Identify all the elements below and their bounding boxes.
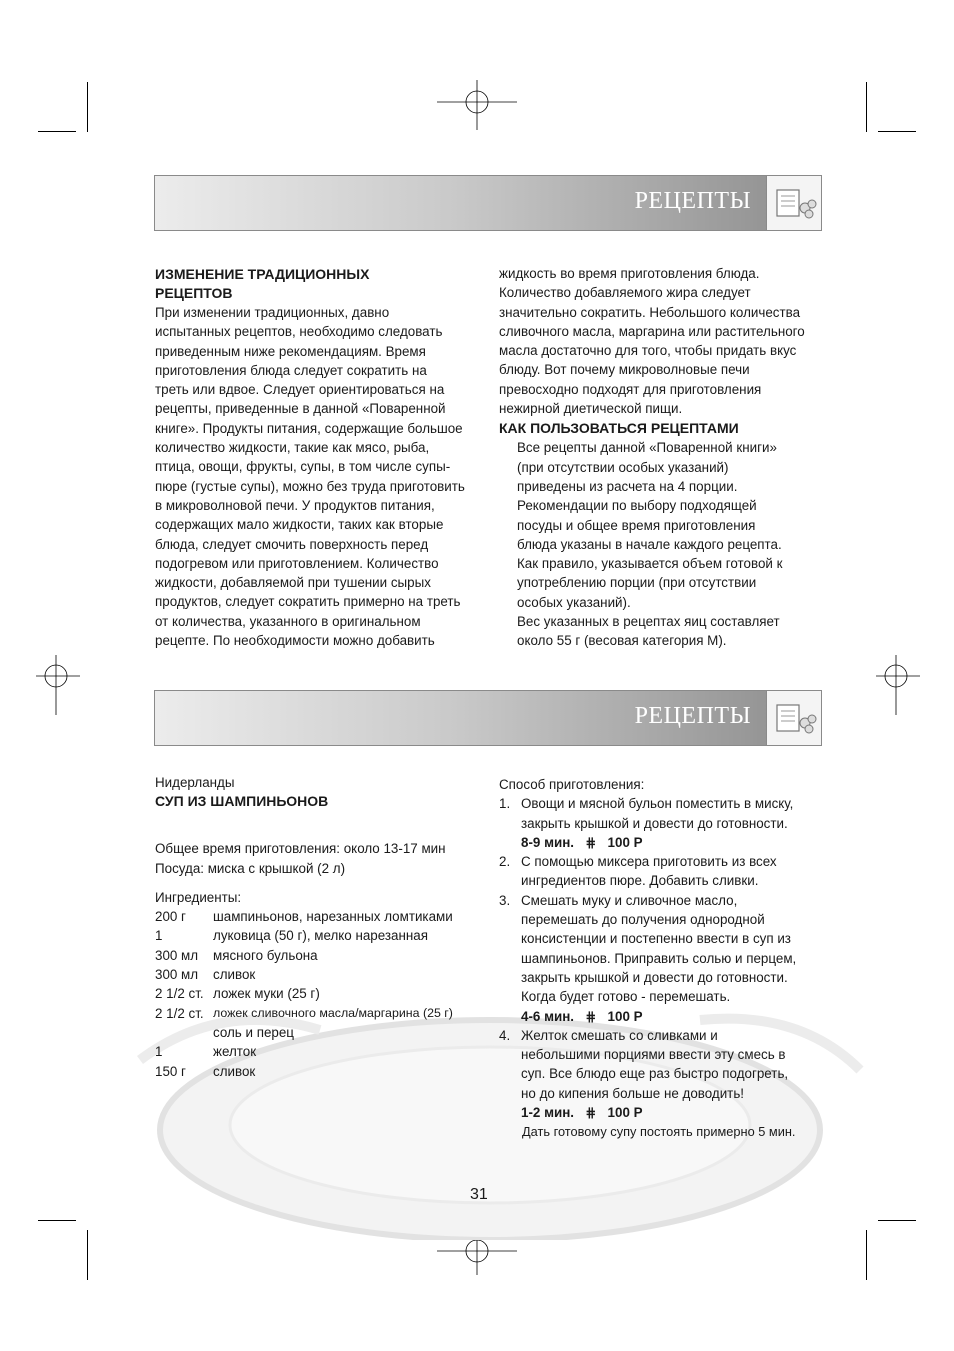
text-line: блюду. Вот почему микроволновые печи	[499, 362, 750, 378]
ingredient-quantity: 300 мл	[155, 947, 199, 963]
section-heading: ИЗМЕНЕНИЕ ТРАДИЦИОННЫХ	[155, 266, 370, 282]
method-step	[499, 852, 829, 891]
text-line: особых указаний).	[517, 594, 631, 610]
ingredient-quantity: 1	[155, 1044, 163, 1060]
ingredient-row	[155, 1042, 490, 1061]
text-line: продуктов, следует сократить примерно на треть	[155, 594, 461, 610]
text-line: птица, овощи, фрукты, супы, в том числе супы-	[155, 459, 451, 475]
text-line: приготовления блюда следует сократить на	[155, 362, 427, 378]
text-line: книге». Продукты питания, содержащие большое	[155, 420, 463, 436]
crop-mark	[38, 131, 76, 132]
ingredient-quantity: 2 1/2 ст.	[155, 1005, 204, 1021]
recipe-right-column	[499, 775, 829, 1142]
step-number: 3.	[499, 892, 511, 908]
ingredient-name: сливок	[213, 967, 256, 983]
step-text: шампиньонов. Приправить солью и перцем,	[521, 950, 797, 966]
step-text: Овощи и мясной бульон поместить в миску,	[521, 796, 794, 812]
text-line: приведенным ниже рекомендациям. Время	[155, 343, 426, 359]
text-line: посуды и общее время приготовления	[517, 517, 756, 533]
text-line: масла достаточно для того, чтобы придать вкус	[499, 343, 797, 359]
text-line: жидкость во время приготовления блюда.	[499, 266, 760, 281]
paragraph	[499, 264, 829, 418]
text-line: рецепты, приведенные в данной «Поваренной	[155, 401, 446, 417]
crop-mark	[878, 131, 916, 132]
text-line: содержащих мало жидкости, таких как вторые	[155, 517, 444, 533]
step-text: консистенции и постепенно ввести в суп из	[521, 931, 791, 947]
step-number: 1.	[499, 796, 511, 812]
text-line: около 55 г (весовая категория M).	[517, 633, 727, 649]
ingredient-row	[155, 946, 490, 965]
step-text: закрыть крышкой и довести до готовности.	[521, 969, 788, 985]
step-text: суп. Все блюдо еще раз быстро подогреть,	[521, 1066, 789, 1082]
text-line: блюда, следует смочить поверхность перед	[155, 536, 429, 552]
step-timing: 4-6 мин. ⋕ 100 P	[521, 1008, 643, 1024]
step-text: Желток смешать со сливками и	[521, 1027, 718, 1043]
step-text: С помощью миксера приготовить из всех	[521, 854, 777, 870]
method-step	[499, 1026, 829, 1122]
text-line: Рекомендации по выбору подходящей	[517, 498, 757, 514]
section-heading: КАК ПОЛЬЗОВАТЬСЯ РЕЦЕПТАМИ	[499, 420, 739, 437]
ingredient-quantity: 300 мл	[155, 967, 199, 983]
recipe-dish: Посуда: миска с крышкой (2 л)	[155, 860, 346, 876]
crop-mark	[87, 1230, 88, 1280]
final-note: Дать готовому супу постоять примерно 5 мин.	[522, 1124, 796, 1140]
ingredients-label: Ингредиенты:	[155, 889, 242, 905]
ingredient-row	[155, 926, 490, 945]
step-text: перемешать до получения однородной	[521, 912, 765, 928]
text-line: Вес указанных в рецептах яиц составляет	[517, 614, 780, 630]
section-banner-bottom	[154, 690, 822, 746]
method-label: Способ приготовления:	[499, 777, 645, 792]
paragraph	[499, 438, 829, 650]
text-line: (при отсутствии особых указаний)	[517, 459, 729, 475]
text-line: пюре (густые супы), можно без труда приготовить	[155, 478, 465, 494]
cookbook-icon	[766, 691, 821, 745]
step-timing: 1-2 мин. ⋕ 100 P	[521, 1105, 643, 1121]
section-heading: РЕЦЕПТОВ	[155, 285, 233, 301]
recipe-title: СУП ИЗ ШАМПИНЬОНОВ	[155, 793, 329, 810]
step-text: но до кипения больше не доводить!	[521, 1085, 745, 1101]
step-text: небольшими порциями ввести эту смесь в	[521, 1047, 786, 1063]
registration-mark-icon	[876, 655, 920, 715]
text-line: употреблению порции (при отсутствии	[517, 575, 757, 591]
article-right-column	[499, 264, 829, 651]
text-line: Количество добавляемого жира следует	[499, 285, 751, 301]
step-text: Смешать муку и сливочное масло,	[521, 892, 738, 908]
step-number: 2.	[499, 854, 511, 870]
ingredient-quantity	[155, 1023, 213, 1042]
method-step	[499, 794, 829, 852]
text-line: блюда указаны в начале каждого рецепта.	[517, 536, 782, 552]
text-line: жидкости, добавляемой при тушении сырых	[155, 575, 431, 591]
paragraph	[155, 303, 485, 650]
text-line: количество жидкости, такие как мясо, рыба,	[155, 440, 430, 456]
method-steps	[499, 794, 829, 1122]
text-line: сливочного масла, маргарина или растительного	[499, 323, 805, 339]
text-line: значительно сократить. Небольшого количества	[499, 304, 801, 320]
page-number: 31	[470, 1186, 488, 1203]
ingredient-row	[155, 907, 490, 926]
ingredient-row	[155, 984, 490, 1003]
step-number: 4.	[499, 1027, 511, 1043]
method-step	[499, 891, 829, 1026]
crop-mark	[38, 1220, 76, 1221]
text-line: превосходно подходят для приготовления	[499, 381, 762, 397]
ingredient-row	[155, 1004, 490, 1023]
text-line: Все рецепты данной «Поваренной книги»	[517, 440, 777, 456]
ingredient-quantity: 1	[155, 928, 163, 944]
text-line: Как правило, указывается объем готовой к	[517, 556, 783, 572]
recipe-country: Нидерланды	[155, 775, 235, 790]
crop-mark	[866, 82, 867, 132]
text-line: испытанных рецептов, необходимо следовать	[155, 324, 443, 340]
step-timing: 8-9 мин. ⋕ 100 P	[521, 834, 643, 850]
ingredients-list	[155, 907, 490, 1081]
ingredient-name: соль и перец	[213, 1024, 294, 1040]
ingredient-row	[155, 965, 490, 984]
text-line: приведены из расчета на 4 порции.	[517, 478, 738, 494]
ingredient-name: сливок	[213, 1063, 256, 1079]
banner-title: РЕЦЕПТЫ	[634, 188, 751, 214]
ingredient-name: луковица (50 г), мелко нарезанная	[213, 928, 428, 944]
ingredient-name: мясного бульона	[213, 947, 318, 963]
ingredient-name: ложек сливочного масла/маргарина (25 г)	[213, 1005, 453, 1020]
banner-title: РЕЦЕПТЫ	[634, 703, 751, 729]
ingredient-quantity: 2 1/2 ст.	[155, 986, 204, 1002]
recipe-total-time: Общее время приготовления: около 13-17 мин	[155, 841, 446, 857]
step-text: ингредиентов пюре. Добавить сливки.	[521, 873, 759, 889]
ingredient-name: ложек муки (25 г)	[213, 986, 320, 1002]
registration-mark-icon	[437, 80, 517, 130]
crop-mark	[878, 1220, 916, 1221]
step-text: Когда будет готово - перемешать.	[521, 989, 731, 1005]
ingredient-row	[155, 1062, 490, 1081]
ingredient-quantity: 150 г	[155, 1063, 186, 1079]
text-line: треть или вдвое. Следует ориентироваться на	[155, 382, 445, 398]
text-line: от количества, указанного в оригинальном	[155, 613, 421, 629]
ingredient-quantity: 200 г	[155, 909, 186, 925]
crop-mark	[87, 82, 88, 132]
text-line: рецепте. По необходимости можно добавить	[155, 633, 435, 649]
ingredient-name: шампиньонов, нарезанных ломтиками	[213, 909, 453, 925]
text-line: При изменении традиционных, давно	[155, 305, 390, 320]
recipe-left-column	[155, 773, 490, 1081]
text-line: подогревом или приготовлением. Количество	[155, 555, 439, 571]
cookbook-icon	[766, 176, 821, 230]
step-text: закрыть крышкой и довести до готовности.	[521, 815, 788, 831]
section-banner-top	[154, 175, 822, 231]
article-left-column	[155, 265, 485, 650]
text-line: в микроволновой печи. У продуктов питания,	[155, 497, 435, 513]
ingredient-name: желток	[213, 1044, 257, 1060]
ingredient-row	[155, 1023, 490, 1042]
text-line: нежирной диетической пищи.	[499, 401, 683, 417]
registration-mark-icon	[36, 655, 80, 715]
